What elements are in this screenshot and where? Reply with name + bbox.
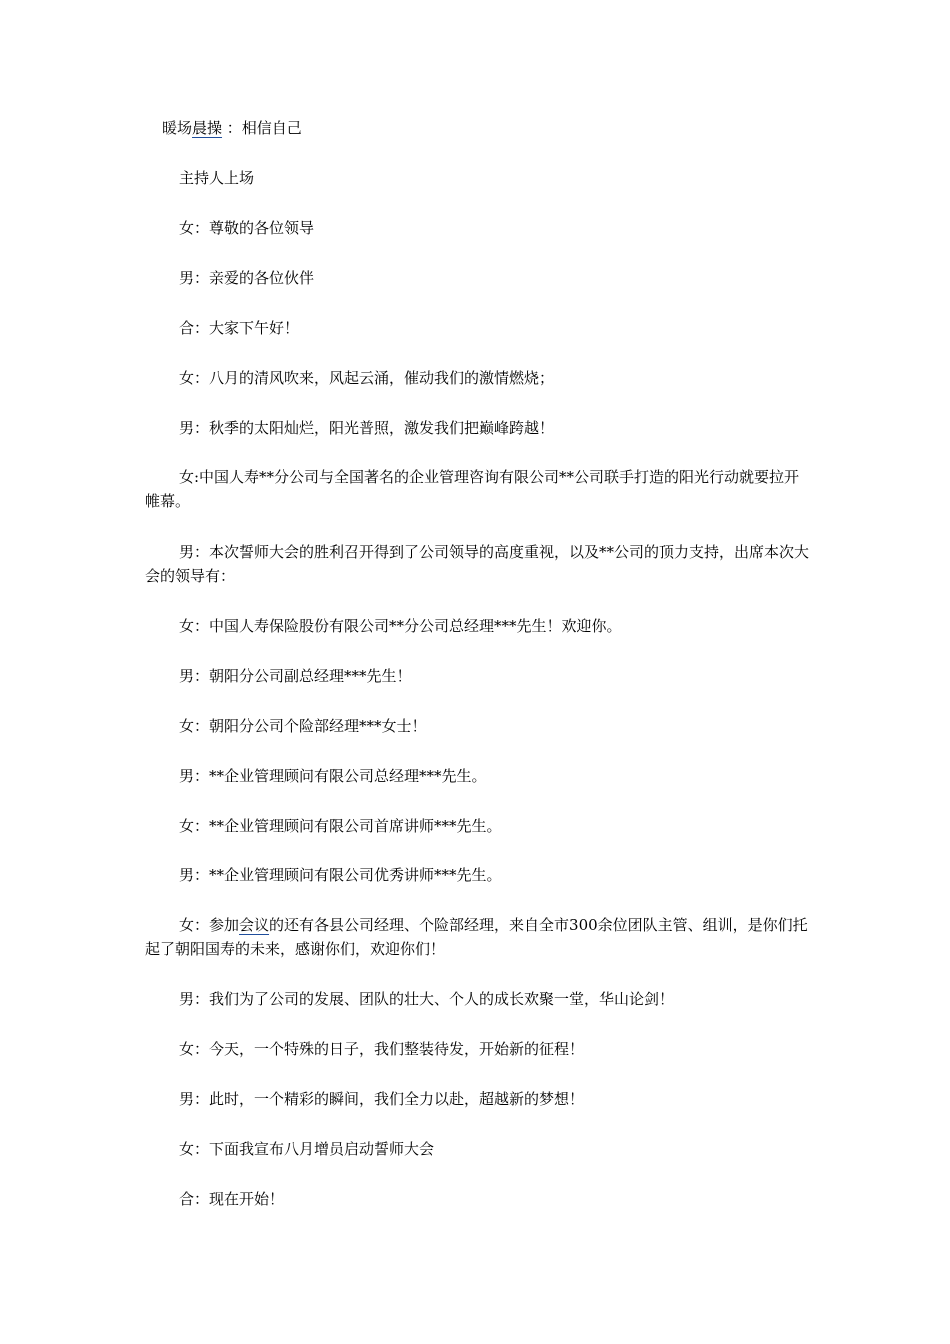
paragraph: 男：秋季的太阳灿烂，阳光普照，激发我们把巅峰跨越！: [179, 419, 555, 437]
meeting-suffix: 的还有各县公司经理、个险部经理，来自全市300余位团队主管、组训，是你们托起了朝阳国寿的未来，感谢你们，欢迎你们！: [145, 916, 808, 958]
meeting-prefix: 女：参加: [179, 916, 240, 934]
paragraph: 女：尊敬的各位领导: [179, 219, 315, 237]
paragraph: 女：八月的清风吹来，风起云涌，催动我们的激情燃烧；: [179, 369, 555, 387]
paragraph: 合：现在开始！: [179, 1190, 285, 1208]
meeting-link[interactable]: 会议: [239, 916, 270, 934]
meeting-paragraph: [145, 913, 810, 961]
paragraph: 男：本次誓师大会的胜利召开得到了公司领导的高度重视，以及**公司的顶力支持，出席本次大会的领导有：: [145, 543, 810, 585]
paragraph: 男：我们为了公司的发展、团队的壮大、个人的成长欢聚一堂，华山论剑！: [179, 990, 675, 1008]
paragraph: 男：**企业管理顾问有限公司总经理***先生。: [179, 767, 487, 785]
paragraph: 女：下面我宣布八月增员启动誓师大会: [179, 1140, 435, 1158]
paragraph: 女:中国人寿**分公司与全国著名的企业管理咨询有限公司**公司联手打造的阳光行动就要拉开帷幕。: [145, 468, 800, 510]
paragraph: 女：朝阳分公司个险部经理***女士！: [179, 717, 427, 735]
paragraph: 女：今天，一个特殊的日子，我们整装待发，开始新的征程！: [179, 1040, 585, 1058]
paragraph: 女：中国人寿保险股份有限公司**分公司总经理***先生！欢迎你。: [179, 617, 622, 635]
opening-suffix: ：相信自己: [222, 119, 302, 137]
opening-prefix: 暖场: [162, 119, 193, 137]
paragraph: 男：朝阳分公司副总经理***先生！: [179, 667, 412, 685]
paragraph: 合：大家下午好！: [179, 319, 300, 337]
opening-line: [162, 116, 827, 140]
paragraph: 主持人上场: [179, 169, 255, 187]
paragraph: 男：此时，一个精彩的瞬间，我们全力以赴，超越新的梦想！: [179, 1090, 585, 1108]
morning-exercise-link[interactable]: 晨操: [192, 119, 223, 137]
paragraph: 女：**企业管理顾问有限公司首席讲师***先生。: [179, 817, 502, 835]
paragraph: 男：亲爱的各位伙伴: [179, 269, 315, 287]
paragraph: 男：**企业管理顾问有限公司优秀讲师***先生。: [179, 866, 502, 884]
